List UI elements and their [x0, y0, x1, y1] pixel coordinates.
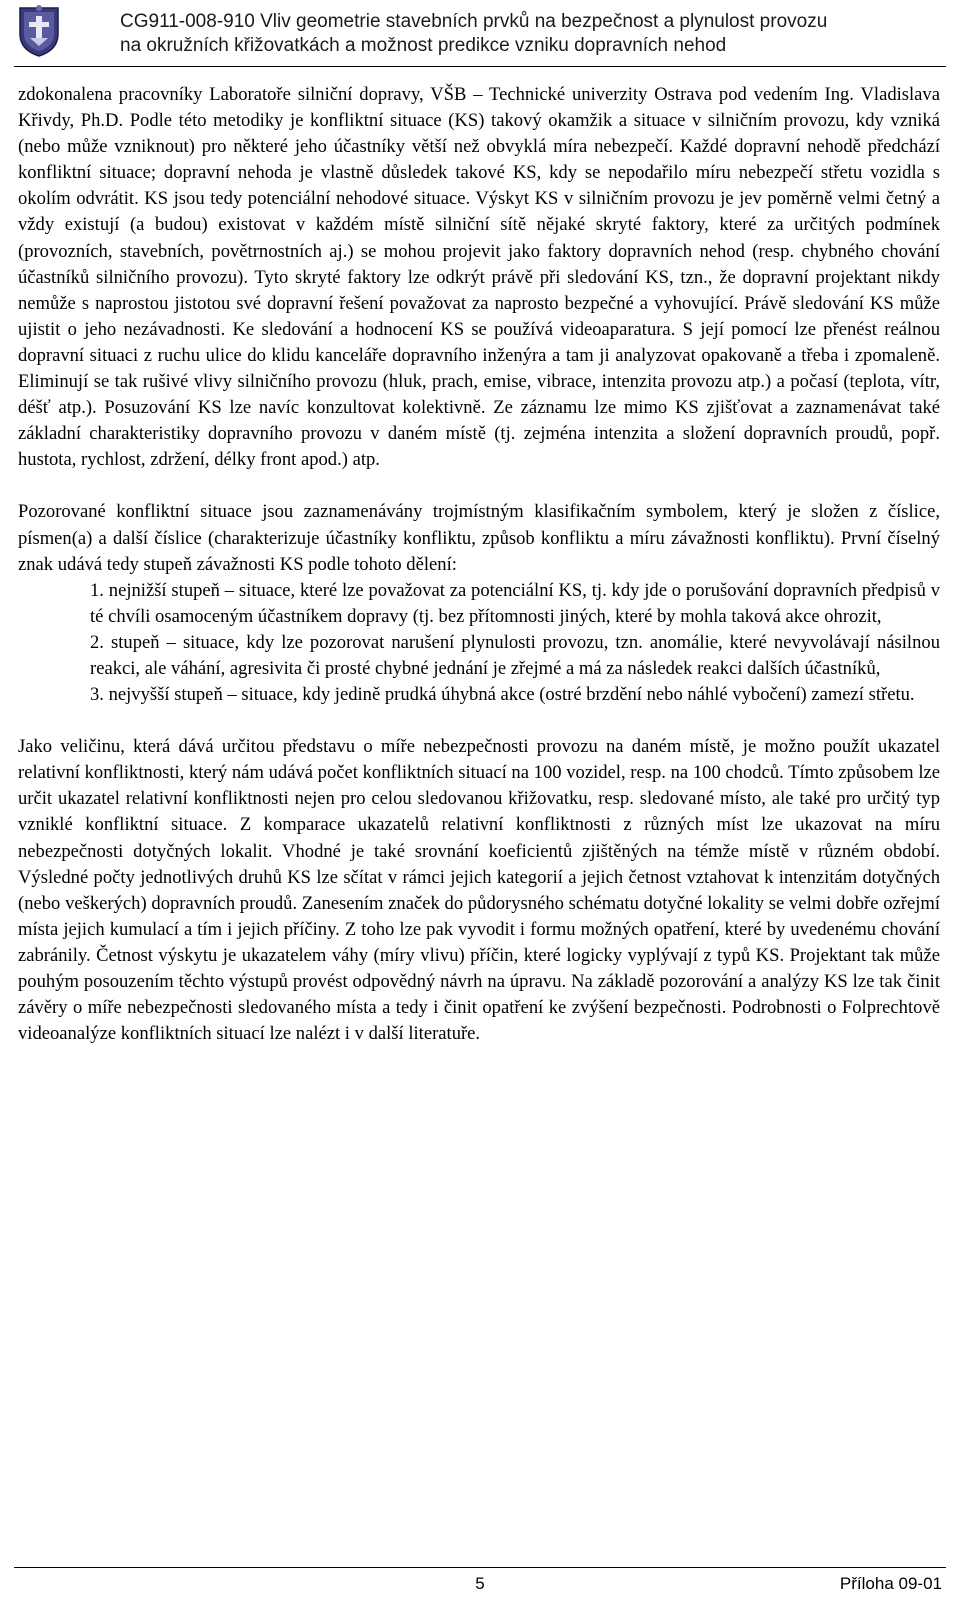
document-title-line-1: CG911-008-910 Vliv geometrie stavebních prvků na bezpečnost a plynulost provozu — [120, 11, 828, 32]
header-divider — [14, 66, 946, 67]
list-item: 1. nejnižší stupeň – situace, které lze považovat za potenciální KS, tj. kdy jde o porušování dopravních předpisů v té chvíli osamoceným účastníkem dopravy (tj. bez přítomnosti jiných, které by mohla taková akce ohrozit, — [90, 579, 940, 627]
main-content — [18, 82, 940, 1047]
list-item: 2. stupeň – situace, kdy lze pozorovat narušení plynulosti provozu, tzn. anomálie, které nevyvolávají násilnou reakci, ale váhání, agresivita či prosté chybné jednání je zřejmé a má za následek reakci dalších účastníků, — [90, 631, 940, 679]
university-crest-icon — [14, 4, 64, 58]
document-title — [120, 10, 950, 58]
page-header — [0, 0, 960, 66]
severity-list — [18, 578, 940, 708]
list-item: 3. nejvyšší stupeň – situace, kdy jedině prudká úhybná akce (ostré brzdění nebo náhlé vybočení) zamezí střetu. — [90, 684, 915, 706]
paragraph-methodology: zdokonalena pracovníky Laboratoře silniční dopravy, VŠB – Technické univerzity Ostrava pod vedením Ing. Vladislava Křivdy, Ph.D. Podle této metodiky je konfliktní situace (KS) takový okamžik a situace v silničním provozu, kdy vzniká (nebo může vzniknout) pro některé jeho účastníky větší než obvyklá míra nebezpečí. Každé dopravní nehodě předchází konfliktní situace; dopravní nehoda je vlastně důsledek takové KS, kdy se nepodařilo míru nebezpečí střetu vozidla s okolím odvrátit. KS jsou tedy potenciální nehodové situace. Výskyt KS v silničním provozu je jev poměrně velmi četný a vždy existují (a budou) existovat v každém místě silniční sítě nějaké skryté faktory, které za určitých podmínek (provozních, stavebních, povětrnostních aj.) se mohou projevit jako faktory dopravních nehod (resp. chybného chování účastníků silničního provozu). Tyto skryté faktory lze odkrýt právě při sledování KS, tzn., že dopravní projektant nikdy nemůže s naprostou jistotou své dopravní řešení považovat za naprosto bezpečné a vyhovující. Právě sledování KS může ujistit o jeho nezávadnosti. Ke sledování a hodnocení KS se používá videoaparatura. S její pomocí lze přenést reálnou dopravní situaci z ruchu ulice do klidu kanceláře dopravního inženýra a tam ji analyzovat opakovaně a třeba i zpomaleně. Eliminují se tak rušivé vlivy silničního provozu (hluk, prach, emise, vibrace, intenzita provozu atp.) a počasí (teplota, vítr, déšť atp.). Posuzování KS lze navíc konzultovat kolektivně. Ze záznamu lze mimo KS zjišťovat a zaznamenávat také základní charakteristiky dopravního provozu v daném místě (tj. zejména intenzita a složení dopravních proudů, popř. hustota, rychlost, zdržení, délky front apod.) atp. — [18, 84, 940, 471]
page-number: 5 — [475, 1574, 485, 1593]
paragraph-classification: Pozorované konfliktní situace jsou zaznamenávány trojmístným klasifikačním symbolem, který je složen z číslice, písmen(a) a další číslice (charakterizuje účastníky konfliktu, způsob konfliktu a míru závažnosti konfliktu). První číselný znak udává tedy stupeň závažnosti KS podle tohoto dělení: — [18, 501, 940, 575]
footer-divider — [14, 1567, 946, 1568]
appendix-label: Příloha 09-01 — [839, 1574, 942, 1593]
paragraph-relative-conflict: Jako veličinu, která dává určitou představu o míře nebezpečnosti provozu na daném místě, je možno použít ukazatel relativní konfliktnosti, který nám udává počet konfliktních situací na 100 vozidel, resp. na 100 chodců. Tímto způsobem lze určit ukazatel relativní konfliktnosti nejen pro celou sledovanou křižovatku, resp. sledované místo, ale také pro určitý typ vzniklé konfliktní situace. Z komparace ukazatelů relativní konfliktnosti z různých míst lze ukazovat na míru nebezpečnosti dotyčných lokalit. Vhodné je také srovnání koeficientů zjištěných na témže místě v různém období. Výsledné počty jednotlivých druhů KS lze sčítat v rámci jejich kategorií a jejich četnost vztahovat k intenzitám dotyčných (nebo veškerých) dopravních proudů. Zanesením značek do půdorysného schématu dotyčné lokality se velmi dobře ozřejmí místa jejich kumulací a tím i jejich příčiny. Z toho lze pak vyvodit i formu možných opatření, které by uvedenému chování zabránily. Četnost výskytu je ukazatelem váhy (míry vlivu) příčin, které logicky vyplývají z typů KS. Projektant tak může pouhým posouzením těchto výstupů provést odpovědný návrh na úpravu. Na základě pozorování a analýzy KS lze tak činit závěry o míře nebezpečnosti sledovaného místa a tedy i činit opatření ke zvýšení bezpečnosti. Podrobnosti o Folprechtově videoanalýze konfliktních situací lze nalézt i v další literatuře. — [18, 736, 940, 1045]
document-title-line-2: na okružních křižovatkách a možnost predikce vzniku dopravních nehod — [120, 35, 727, 56]
